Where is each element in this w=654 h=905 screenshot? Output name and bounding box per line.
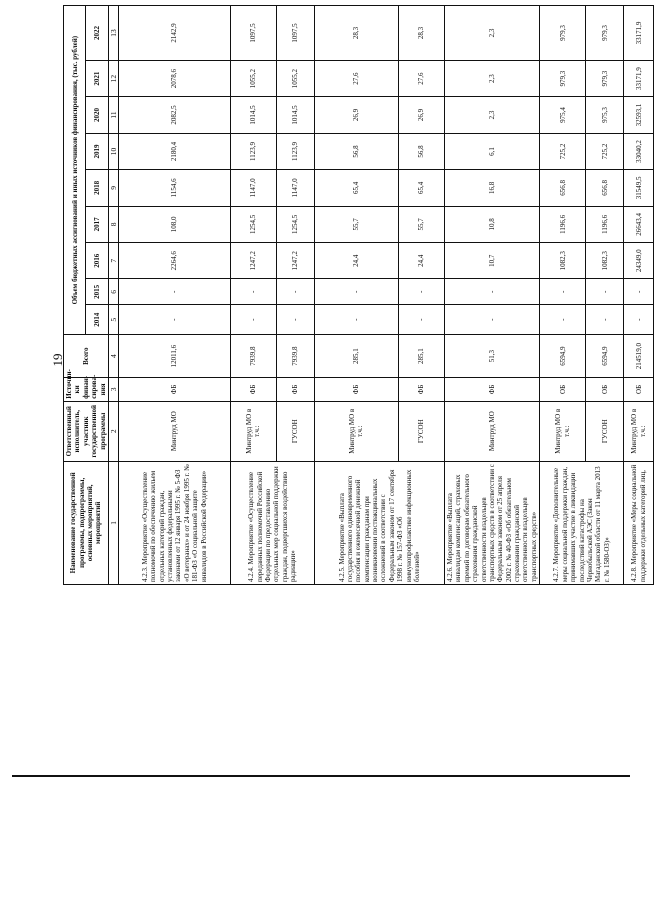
year-value-cell: -	[586, 279, 624, 305]
executor-cell: Минтруд МО	[118, 401, 230, 461]
header-year: 2015	[86, 279, 108, 305]
year-value-cell: 33040,2	[624, 133, 654, 169]
year-value-cell: 979,3	[586, 60, 624, 96]
year-value-cell: -	[540, 305, 586, 335]
executor-cell: ГУСОН	[276, 401, 314, 461]
year-value-cell: 65,4	[314, 170, 398, 206]
column-number: 3	[108, 378, 118, 402]
total-cell: 214519,0	[624, 335, 654, 378]
page-number: 19	[50, 353, 65, 367]
table-row	[118, 6, 230, 585]
table-row	[624, 6, 654, 585]
column-number: 5	[108, 305, 118, 335]
year-value-cell: 1254,5	[276, 206, 314, 242]
year-value-cell: 31549,5	[624, 170, 654, 206]
year-value-cell: 1055,2	[230, 60, 276, 96]
year-value-cell: 1123,9	[230, 133, 276, 169]
funding-source-cell: ФБ	[230, 378, 276, 402]
year-value-cell: -	[230, 279, 276, 305]
year-value-cell: 975,4	[540, 97, 586, 133]
funding-source-cell: ФБ	[314, 378, 398, 402]
header-year: 2019	[86, 133, 108, 169]
header-year: 2018	[86, 170, 108, 206]
funding-source-cell: ФБ	[118, 378, 230, 402]
year-value-cell: 26,9	[398, 97, 444, 133]
year-value-cell: 55,7	[398, 206, 444, 242]
year-value-cell: -	[118, 305, 230, 335]
year-value-cell: -	[624, 279, 654, 305]
executor-cell: Минтруд МО	[444, 401, 539, 461]
measure-name-cell: 4.2.6. Мероприятие «Выплата инвалидам компенсаций, страховых премий по договорам обязательного страхования гражданской ответственности владельцев транспортных средств в соответствии с Федеральным законом от 25 апреля 2002 г. № 40-ФЗ «Об обязательном страховании гражданской ответственности владельцев транспортных средств»	[444, 461, 539, 584]
header-executor: Ответственный исполнитель, участник государственной программы	[64, 401, 109, 461]
funding-source-cell: ОБ	[540, 378, 586, 402]
year-value-cell: 1154,6	[118, 170, 230, 206]
table-row	[444, 6, 539, 585]
header-year: 2020	[86, 97, 108, 133]
funding-source-cell: ОБ	[624, 378, 654, 402]
year-value-cell: 56,8	[314, 133, 398, 169]
year-value-cell: -	[444, 279, 539, 305]
year-value-cell: 1055,2	[276, 60, 314, 96]
year-value-cell: 1254,5	[230, 206, 276, 242]
year-value-cell: -	[230, 305, 276, 335]
total-cell: 7939,8	[230, 335, 276, 378]
year-value-cell: 979,3	[586, 6, 624, 61]
total-cell: 51,3	[444, 335, 539, 378]
year-value-cell: 6,1	[444, 133, 539, 169]
executor-cell: Минтруд МО в т.ч.:	[540, 401, 586, 461]
column-numbers-row	[108, 6, 118, 585]
year-value-cell: 32593,1	[624, 97, 654, 133]
total-cell: 6594,9	[586, 335, 624, 378]
year-value-cell: 656,8	[540, 170, 586, 206]
year-value-cell: -	[314, 279, 398, 305]
column-number: 1	[108, 461, 118, 584]
funding-source-cell: ФБ	[444, 378, 539, 402]
total-cell: 6594,9	[540, 335, 586, 378]
total-cell: 7939,8	[276, 335, 314, 378]
year-value-cell: -	[624, 305, 654, 335]
total-cell: 12011,6	[118, 335, 230, 378]
budget-table-rotated	[63, 5, 647, 585]
table-row	[540, 6, 586, 585]
year-value-cell: -	[276, 305, 314, 335]
total-cell: 285,1	[398, 335, 444, 378]
year-value-cell: 56,8	[398, 133, 444, 169]
year-value-cell: 28,3	[398, 6, 444, 61]
header-source: Источни-ки финан-сирова-ния	[64, 378, 109, 402]
year-value-cell: 979,3	[540, 60, 586, 96]
year-value-cell: 1247,2	[230, 243, 276, 279]
funding-source-cell: ФБ	[398, 378, 444, 402]
year-value-cell: 65,4	[398, 170, 444, 206]
year-value-cell: 24,4	[314, 243, 398, 279]
measure-name-cell: 4.2.8. Мероприятие «Меры социальной поддержки отдельных категорий лиц,	[624, 461, 654, 584]
executor-cell: ГУСОН	[398, 401, 444, 461]
header-year: 2021	[86, 60, 108, 96]
header-year: 2022	[86, 6, 108, 61]
table-row	[230, 6, 276, 585]
year-value-cell: 1097,5	[276, 6, 314, 61]
column-number: 10	[108, 133, 118, 169]
year-value-cell: 656,8	[586, 170, 624, 206]
year-value-cell: 2,3	[444, 6, 539, 61]
year-value-cell: 2078,6	[118, 60, 230, 96]
year-value-cell: 1082,3	[540, 243, 586, 279]
year-value-cell: -	[118, 279, 230, 305]
year-value-cell: 26,9	[314, 97, 398, 133]
year-value-cell: 725,2	[540, 133, 586, 169]
column-number: 13	[108, 6, 118, 61]
year-value-cell: 108,0	[118, 206, 230, 242]
year-value-cell: 2180,4	[118, 133, 230, 169]
year-value-cell: -	[276, 279, 314, 305]
year-value-cell: 2,3	[444, 97, 539, 133]
budget-table	[63, 5, 654, 585]
year-value-cell: 33171,9	[624, 6, 654, 61]
funding-source-cell: ФБ	[276, 378, 314, 402]
year-value-cell: 55,7	[314, 206, 398, 242]
column-number: 6	[108, 279, 118, 305]
year-value-cell: 10,8	[444, 206, 539, 242]
column-number: 2	[108, 401, 118, 461]
year-value-cell: 26643,4	[624, 206, 654, 242]
column-number: 9	[108, 170, 118, 206]
year-value-cell: 2082,5	[118, 97, 230, 133]
year-value-cell: 1014,5	[230, 97, 276, 133]
executor-cell: Минтруд МО в т.ч.:	[314, 401, 398, 461]
year-value-cell: -	[398, 305, 444, 335]
year-value-cell: 1147,0	[276, 170, 314, 206]
measure-name-cell: 4.2.4. Мероприятие «Осуществление переданных полномочий Российской Федерации по предоставлению отдельных мер социальной поддержки граждан, подвергшихся воздействию радиации»	[230, 461, 314, 584]
total-cell: 285,1	[314, 335, 398, 378]
year-value-cell: 27,6	[314, 60, 398, 96]
year-value-cell: 10,7	[444, 243, 539, 279]
year-value-cell: 979,3	[540, 6, 586, 61]
header-funding-group: Объем бюджетных ассигнований и иных источников финансирования, (тыс. рублей)	[64, 6, 86, 335]
year-value-cell: 2264,6	[118, 243, 230, 279]
table-row	[314, 6, 398, 585]
year-value-cell: 33171,9	[624, 60, 654, 96]
year-value-cell: 28,3	[314, 6, 398, 61]
funding-source-cell: ОБ	[586, 378, 624, 402]
column-number: 4	[108, 335, 118, 378]
year-value-cell: 16,8	[444, 170, 539, 206]
year-value-cell: -	[444, 305, 539, 335]
column-number: 8	[108, 206, 118, 242]
year-value-cell: -	[586, 305, 624, 335]
executor-cell: Минтруд МО в т.ч.:	[230, 401, 276, 461]
measure-name-cell: 4.2.3. Мероприятие «Осуществление полномочий по обеспечению жильем отдельных категорий граждан, установленных федеральными законами от 12 января 1995 г. № 5-ФЗ «О ветеранах» и от 24 ноября 1995 г. № 181-ФЗ «О социальной защите инвалидов в Российской Федерации»	[118, 461, 230, 584]
year-value-cell: 27,6	[398, 60, 444, 96]
year-value-cell: 1147,0	[230, 170, 276, 206]
year-value-cell: 1196,6	[540, 206, 586, 242]
column-number: 7	[108, 243, 118, 279]
executor-cell: Минтруд МО в т.ч.:	[624, 401, 654, 461]
year-value-cell: 1123,9	[276, 133, 314, 169]
header-year: 2014	[86, 305, 108, 335]
column-number: 11	[108, 97, 118, 133]
header-total: Всего	[64, 335, 109, 378]
year-value-cell: 1196,6	[586, 206, 624, 242]
year-value-cell: 1247,2	[276, 243, 314, 279]
measure-name-cell: 4.2.5. Мероприятие «Выплата государственного единовременного пособия и ежемесячной денежной компенсации гражданам при возникновении поствакцинальных осложнений в соответствии с Федеральным законом от 17 сентября 1998 г. № 157-ФЗ «Об иммунопрофилактике инфекционных болезней»	[314, 461, 444, 584]
measure-name-cell: 4.2.7. Мероприятие «Дополнительные меры социальной поддержки граждан, принимавших участие в ликвидации последствий катастрофы на Чернобыльской АЭС (Закон Магаданской области от 11 марта 2013 г. № 1580-ОЗ)»	[540, 461, 624, 584]
year-value-cell: 1014,5	[276, 97, 314, 133]
year-value-cell: 975,3	[586, 97, 624, 133]
year-value-cell: 24349,0	[624, 243, 654, 279]
table-body	[108, 6, 653, 585]
year-value-cell: 2142,9	[118, 6, 230, 61]
year-value-cell: 725,2	[586, 133, 624, 169]
year-value-cell: -	[398, 279, 444, 305]
year-value-cell: -	[540, 279, 586, 305]
year-value-cell: 24,4	[398, 243, 444, 279]
header-name: Наименование государственной программы, подпрограммы, основных мероприятий, мероприятий	[64, 461, 109, 584]
year-value-cell: 1097,5	[230, 6, 276, 61]
year-value-cell: 1082,3	[586, 243, 624, 279]
year-value-cell: -	[314, 305, 398, 335]
executor-cell: ГУСОН	[586, 401, 624, 461]
header-year: 2016	[86, 243, 108, 279]
separator-line	[12, 775, 630, 777]
header-year: 2017	[86, 206, 108, 242]
column-number: 12	[108, 60, 118, 96]
year-value-cell: 2,3	[444, 60, 539, 96]
